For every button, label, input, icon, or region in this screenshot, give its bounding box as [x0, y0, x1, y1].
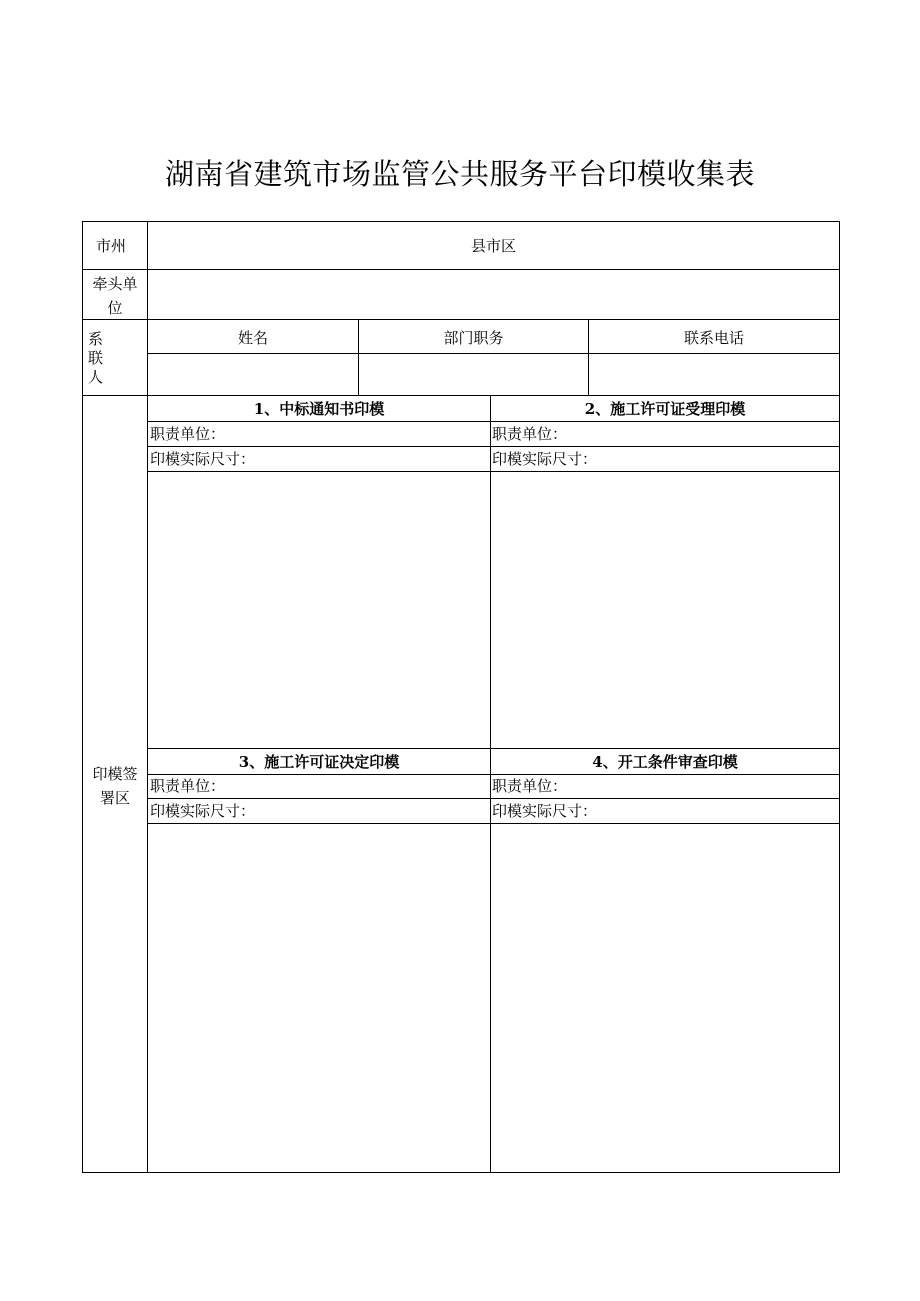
seal-section-2-stamp-area[interactable]: [491, 472, 839, 748]
seal-row-divider: [147, 421, 840, 422]
contact-name-field[interactable]: [148, 354, 358, 395]
contact-dept-field[interactable]: [359, 354, 588, 395]
seal-section-4-stamp-area[interactable]: [491, 824, 839, 1172]
seal-section-1-stamp-area[interactable]: [148, 472, 490, 748]
seal-area-label: [83, 762, 147, 810]
contact-phone-header: 联系电话: [683, 329, 744, 347]
seal-section-4-size-label: 印模实际尺寸：: [492, 802, 598, 820]
seal-section-4-unit-label: 职责单位：: [492, 777, 568, 795]
seal-section-1-heading: 1、中标通知书印模: [253, 400, 385, 418]
contact-name-header: 姓名: [237, 329, 268, 347]
contact-label-line3: 人: [88, 368, 104, 386]
table-border-bottom: [82, 1172, 840, 1173]
table-border-left: [82, 221, 83, 1173]
seal-section-4-heading: 4、开工条件审查印模: [592, 753, 738, 771]
seal-section-2-size-label: 印模实际尺寸：: [492, 450, 598, 468]
form-title: 湖南省建筑市场监管公共服务平台印模收集表: [164, 157, 755, 191]
seal-row-divider: [147, 774, 840, 775]
seal-section-1-size-label: 印模实际尺寸：: [150, 450, 256, 468]
row-divider: [82, 395, 840, 396]
table-border-top: [82, 221, 840, 222]
lead-unit-label-line1: 牵头单: [92, 275, 138, 293]
contact-label-line2: 联: [88, 349, 104, 367]
seal-area-label-line2: 署区: [99, 789, 130, 807]
seal-section-2-unit-label: 职责单位：: [492, 425, 568, 443]
seal-section-3-stamp-area[interactable]: [148, 824, 490, 1172]
seal-area-label-line1: 印模签: [92, 765, 138, 783]
city-label: 市州: [96, 237, 127, 255]
seal-row-divider: [147, 446, 840, 447]
contact-label-line1: 系: [88, 330, 104, 348]
seal-section-2-heading: 2、施工许可证受理印模: [584, 400, 746, 418]
seal-row-divider: [147, 748, 840, 749]
seal-section-3-heading: 3、施工许可证决定印模: [238, 753, 400, 771]
lead-unit-label-line2: 位: [107, 299, 123, 317]
table-border-right: [839, 221, 840, 1173]
seal-section-3-unit-label: 职责单位：: [150, 777, 226, 795]
seal-section-3-size-label: 印模实际尺寸：: [150, 802, 256, 820]
county-label: 县市区: [470, 237, 516, 255]
contact-dept-header: 部门职务: [443, 329, 504, 347]
contact-phone-field[interactable]: [589, 354, 839, 395]
contact-label: [88, 330, 108, 387]
row-divider: [82, 319, 840, 320]
lead-unit-field[interactable]: [148, 270, 839, 319]
seal-section-1-unit-label: 职责单位：: [150, 425, 226, 443]
seal-row-divider: [147, 798, 840, 799]
lead-unit-label: [83, 272, 147, 320]
